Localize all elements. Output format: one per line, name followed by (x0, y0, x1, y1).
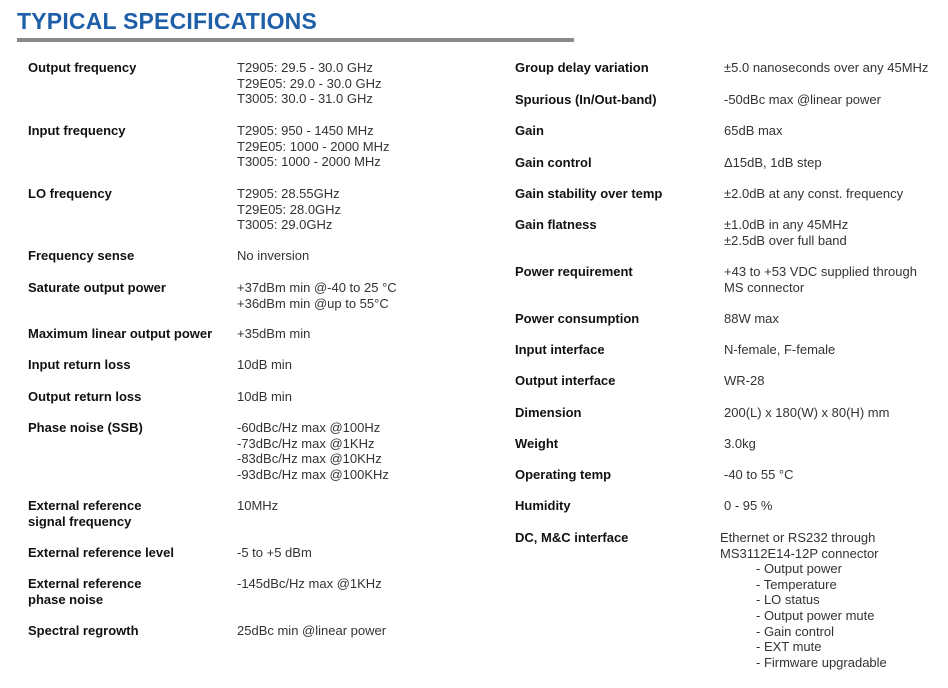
spec-label-operating-temp (515, 467, 611, 483)
spec-value (237, 186, 341, 233)
spec-value-line: 88W max (724, 311, 779, 326)
spec-sub-item: - Firmware upgradable (756, 654, 887, 670)
spec-label-line: Input return loss (28, 357, 131, 372)
spec-value (237, 420, 389, 482)
spec-sub-item: - Output power (756, 561, 842, 577)
title-underline (17, 38, 574, 42)
spec-label-line: Spurious (In/Out-band) (515, 92, 657, 107)
spec-label-humidity (515, 498, 571, 514)
spec-value (237, 123, 389, 170)
spec-sub-item: - Gain control (756, 623, 835, 639)
spec-label-line: phase noise (28, 591, 104, 607)
spec-value (724, 60, 928, 76)
spec-label-line: Power requirement (515, 264, 633, 279)
spec-value (237, 545, 312, 561)
spec-label-line: Frequency sense (28, 248, 135, 263)
spec-value (724, 155, 822, 171)
spec-label-gain-flatness (515, 217, 597, 233)
spec-value (724, 373, 764, 389)
spec-label-input-frequency (28, 123, 126, 139)
spec-label-line: Input frequency (28, 123, 126, 138)
spec-label-line: Maximum linear output power (28, 326, 213, 341)
spec-value-line: -93dBc/Hz max @100KHz (237, 466, 389, 482)
spec-sub-item: - LO status (756, 592, 820, 608)
spec-value (237, 280, 397, 311)
spec-label-line: Output interface (515, 373, 616, 388)
spec-value-line: +35dBm min (237, 326, 311, 341)
spec-value (237, 248, 309, 264)
spec-value (724, 498, 772, 514)
spec-label-line: Output return loss (28, 389, 142, 404)
spec-value (237, 326, 310, 342)
spec-value-line: MS3112E14-12P connector (720, 545, 879, 561)
spec-value-line: -145dBc/Hz max @1KHz (237, 576, 382, 591)
spec-value (724, 311, 779, 327)
spec-label-input-interface (515, 342, 605, 358)
spec-label-frequency-sense (28, 248, 134, 264)
spec-label-lo-frequency (28, 186, 112, 202)
spec-value-line: 10MHz (237, 498, 279, 513)
spec-value-line: -60dBc/Hz max @100Hz (237, 420, 381, 435)
spec-value-line: N-female, F-female (724, 342, 836, 357)
page-title: TYPICAL SPECIFICATIONS (17, 8, 318, 34)
spec-sub-item: - EXT mute (756, 639, 822, 655)
spec-value-line: ±2.0dB at any const. frequency (724, 186, 904, 201)
spec-label-line: External reference (28, 576, 142, 591)
spec-value (237, 623, 386, 639)
spec-label-maximum-linear-output-power (28, 326, 212, 342)
spec-label-input-return-loss (28, 357, 131, 373)
spec-value-line: -5 to +5 dBm (237, 545, 312, 560)
spec-label-line: Weight (515, 436, 559, 451)
spec-label-external-reference-level (28, 545, 174, 561)
spec-label-gain (515, 123, 544, 139)
spec-sub-item: - Temperature (756, 576, 837, 592)
spec-value-line: -50dBc max @linear power (724, 92, 881, 107)
spec-value-line: 3.0kg (724, 436, 756, 451)
spec-value-line: 65dB max (724, 123, 783, 138)
spec-label-spectral-regrowth (28, 623, 139, 639)
spec-value-line: T3005: 1000 - 2000 MHz (237, 154, 381, 170)
spec-value-line: T3005: 30.0 - 31.0 GHz (237, 91, 373, 107)
spec-value (724, 405, 889, 421)
spec-label-line: Saturate output power (28, 280, 166, 295)
spec-value (237, 576, 382, 592)
spec-value-line: 25dBc min @linear power (237, 623, 387, 638)
spec-label-line: Input interface (515, 342, 605, 357)
spec-label-line: Group delay variation (515, 60, 649, 75)
spec-value-line: T29E05: 29.0 - 30.0 GHz (237, 75, 382, 91)
spec-value (724, 467, 794, 483)
spec-label-line: External reference (28, 498, 142, 513)
spec-label-saturate-output-power (28, 280, 166, 296)
spec-value-line: T29E05: 1000 - 2000 MHz (237, 138, 390, 154)
spec-value (724, 342, 835, 358)
spec-value (724, 92, 881, 108)
spec-sub-item: - Output power mute (756, 607, 875, 623)
spec-label-output-interface (515, 373, 615, 389)
spec-value-line: -83dBc/Hz max @10KHz (237, 451, 382, 467)
spec-label-line: Output frequency (28, 60, 137, 75)
spec-value-line: ±2.5dB over full band (724, 232, 847, 248)
spec-value-line: T3005: 29.0GHz (237, 217, 333, 233)
spec-value (724, 217, 848, 248)
spec-label-line: Dimension (515, 405, 582, 420)
spec-value-line: 10dB min (237, 357, 292, 372)
spec-label-phase-noise-ssb (28, 420, 143, 436)
spec-value-line: Δ15dB, 1dB step (724, 155, 822, 170)
spec-label-line: Humidity (515, 498, 571, 513)
spec-label-output-frequency (28, 60, 136, 76)
spec-label-line: DC, M&C interface (515, 530, 629, 545)
spec-label-power-consumption (515, 311, 639, 327)
spec-label-spurious-in-out-band (515, 92, 657, 108)
spec-value-line: MS connector (724, 279, 805, 295)
spec-value (237, 389, 292, 405)
spec-label-external-reference-signal-frequency (28, 498, 141, 529)
spec-value-line: T2905: 950 - 1450 MHz (237, 123, 374, 138)
spec-label-line: Power consumption (515, 311, 640, 326)
spec-value (724, 186, 903, 202)
spec-label-group-delay-variation (515, 60, 649, 76)
spec-value-line: 10dB min (237, 389, 292, 404)
spec-value-line: -73dBc/Hz max @1KHz (237, 435, 375, 451)
spec-label-line: Gain flatness (515, 217, 597, 232)
spec-value-line: T2905: 29.5 - 30.0 GHz (237, 60, 373, 75)
spec-label-line: External reference level (28, 545, 174, 560)
spec-value-line: ±5.0 nanoseconds over any 45MHz (724, 60, 929, 75)
spec-value (237, 357, 292, 373)
spec-label-line: Spectral regrowth (28, 623, 139, 638)
spec-value-line: -40 to 55 °C (724, 467, 794, 482)
spec-value-line: WR-28 (724, 373, 765, 388)
spec-label-line: Operating temp (515, 467, 612, 482)
spec-value-line: +37dBm min @-40 to 25 °C (237, 280, 397, 295)
spec-value-line: 0 - 95 % (724, 498, 773, 513)
spec-label-gain-stability-over-temp (515, 186, 662, 202)
spec-value (237, 60, 382, 107)
spec-value (237, 498, 278, 514)
spec-label-line: Gain (515, 123, 544, 138)
spec-value (724, 436, 756, 452)
spec-value-line: T2905: 28.55GHz (237, 186, 340, 201)
spec-label-gain-control (515, 155, 592, 171)
spec-label-line: signal frequency (28, 513, 132, 529)
spec-label-line: Phase noise (SSB) (28, 420, 143, 435)
spec-value-line: 200(L) x 180(W) x 80(H) mm (724, 405, 890, 420)
spec-value (724, 123, 783, 139)
spec-label-line: LO frequency (28, 186, 112, 201)
spec-value-line: +43 to +53 VDC supplied through (724, 264, 917, 279)
spec-label-line: Gain control (515, 155, 592, 170)
spec-value-line: +36dBm min @up to 55°C (237, 295, 389, 311)
spec-value-line: No inversion (237, 248, 310, 263)
spec-label-dimension (515, 405, 581, 421)
spec-value (724, 264, 917, 295)
spec-label-dc-m-c-interface (515, 530, 628, 546)
spec-label-output-return-loss (28, 389, 141, 405)
spec-value-line: T29E05: 28.0GHz (237, 201, 342, 217)
spec-label-weight (515, 436, 558, 452)
spec-value-line: ±1.0dB in any 45MHz (724, 217, 849, 232)
spec-label-line: Gain stability over temp (515, 186, 663, 201)
spec-value (720, 530, 887, 670)
spec-label-external-reference-phase-noise (28, 576, 141, 607)
spec-value-line: Ethernet or RS232 through (720, 530, 876, 545)
spec-label-power-requirement (515, 264, 633, 280)
